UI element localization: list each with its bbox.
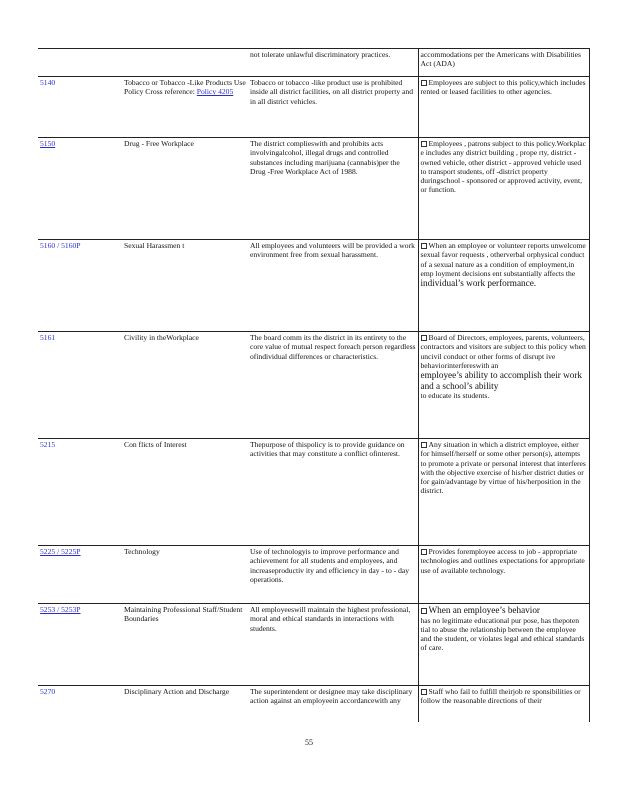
policy-scope-emphasis: individual’s work performance. <box>420 278 537 289</box>
policy-scope-cell: accommodations per the Americans with Disabilities Act (ADA) <box>418 49 589 77</box>
policy-description-cell: All employees and volunteers will be provided a work environment free from sexual harassment. <box>248 240 418 332</box>
policy-number-cell <box>38 240 122 332</box>
policy-scope-text: Board of Directors, employees, parents, volunteers, contractors and visitors are subject to this policy when uncivil conduct or other forms of disrupt ive behaviorinterfereswith an <box>420 333 586 370</box>
policy-title-cell: Con flicts of Interest <box>122 439 248 546</box>
policy-scope-cell <box>418 138 589 240</box>
policy-scope-cell <box>418 240 589 332</box>
policy-scope-cell <box>418 546 589 604</box>
policy-scope-cell <box>418 604 589 686</box>
checkbox-bullet-icon <box>421 243 427 249</box>
policy-number-cell <box>38 77 122 138</box>
policy-table <box>38 48 590 722</box>
policy-scope-cell <box>418 439 589 546</box>
policy-title-cell <box>122 77 248 138</box>
policy-description-cell: Use of technologyis to improve performance and achievement for all students and employees, and increaseproductiv ity and efficiency in day - to - day operations. <box>248 546 418 604</box>
policy-number-cell <box>38 332 122 439</box>
policy-number-cell <box>38 138 122 240</box>
policy-scope-text: Employees are subject to this policy,which includes rented or leased facilities to other agencies. <box>420 78 586 97</box>
policy-scope-text: When an employee or volunteer reports unwelcome sexual favor requests , otherverbal orphysical conduct of a sexual nature as a condition of employment,in emp loyment decisions ent substantially affects the <box>420 241 586 278</box>
policy-scope-cell <box>418 686 589 722</box>
policy-number-cell <box>38 546 122 604</box>
policy-description-cell: not tolerate unlawful discriminatory practices. <box>248 49 418 77</box>
policy-number-link[interactable]: 5150 <box>40 139 56 148</box>
policy-number-cell <box>38 439 122 546</box>
checkbox-bullet-icon <box>421 549 427 555</box>
policy-title-cell: Technology <box>122 546 248 604</box>
policy-title-cell: Sexual Harassmen t <box>122 240 248 332</box>
policy-number-link[interactable]: 5253 / 5253P <box>40 605 81 614</box>
policy-number: 5161 <box>40 333 56 342</box>
policy-number: 5215 <box>40 440 56 449</box>
policy-scope-text: has no legitimate educational pur pose, has thepoten tial to abuse the relationship between the employee and the student, or violates legal and ethical standards of care. <box>420 615 585 653</box>
policy-scope-emphasis: When an employee’s behavior <box>428 605 540 615</box>
policy-scope-cell <box>418 77 589 138</box>
table-row <box>38 686 589 722</box>
table-row <box>38 77 589 138</box>
checkbox-bullet-icon <box>421 442 427 448</box>
policy-scope-text: Staff who fail to fulfill theirjob re sponsibilities or follow the reasonable directions of their <box>420 687 581 706</box>
policy-link[interactable]: Policy 4205 <box>196 87 234 97</box>
policy-number-cell <box>38 604 122 686</box>
checkbox-bullet-icon <box>421 335 427 341</box>
policy-scope-cell <box>418 332 589 439</box>
checkbox-bullet-icon <box>421 141 427 147</box>
table-row <box>38 546 589 604</box>
policy-scope-emphasis: employee’s ability to accomplish their work and a school’s ability <box>420 370 583 391</box>
table-row <box>38 604 589 686</box>
policy-title-cell: Disciplinary Action and Discharge <box>122 686 248 722</box>
policy-title-cell: Maintaining Professional Staff/Student Boundaries <box>122 604 248 686</box>
policy-number: 5160 / 5160P <box>40 241 81 250</box>
table-row <box>38 332 589 439</box>
policy-description-cell: The district complieswith and prohibits acts involvingalcohol, illegal drugs and controlled substances including marijuana (cannabis)per the Drug -Free Workplace Act of 1988. <box>248 138 418 240</box>
table-row <box>38 138 589 240</box>
checkbox-bullet-icon <box>421 689 427 695</box>
policy-number-link[interactable]: 5225 / 5225P <box>40 547 81 556</box>
policy-title-cell: Civility in theWorkplace <box>122 332 248 439</box>
checkbox-bullet-icon <box>421 608 427 614</box>
policy-number: 5270 <box>40 687 56 696</box>
table-row <box>38 49 589 77</box>
policy-title-cell <box>122 49 248 77</box>
policy-scope-text: Provides foremployee access to job - appropriate technologies and outlines expectations for appropriate use of available technology. <box>420 547 585 575</box>
policy-number-cell <box>38 49 122 77</box>
policy-description-cell: Tobacco or tobacco -like product use is prohibited inside all district facilities, on all district property and in all district vehicles. <box>248 77 418 138</box>
table-row <box>38 240 589 332</box>
table-row <box>38 439 589 546</box>
policy-scope-tail: to educate its students. <box>420 391 490 401</box>
policy-description-cell: The superintendent or designee may take disciplinary action against an employeein accordancewith any <box>248 686 418 722</box>
checkbox-bullet-icon <box>421 80 427 86</box>
policy-number: 5140 <box>40 78 56 87</box>
policy-description-cell: Thepurpose of thispolicy is to provide guidance on activities that may constitute a conflict ofinterest. <box>248 439 418 546</box>
policy-scope-text: Any situation in which a district employee, either for himself/herself or some other person(s), attempts to promote a private or personal interest that interferes with the objective exercise of his/her district duties or for gain/advantage by virtue of his/herposition in the district. <box>420 440 586 496</box>
policy-description-cell: The board comm its the district in its entirety to the core value of mutual respect foreach person regardless ofindividual differences or characteristics. <box>248 332 418 439</box>
policy-description-cell: All employeeswill maintain the highest professional, moral and ethical standards in interactions with students. <box>248 604 418 686</box>
policy-title-cell: Drug - Free Workplace <box>122 138 248 240</box>
policy-scope-text: Employees , patrons subject to this policy.Workplac e includes any district building , prope rty, district - owned vehicle, other district - approved vehicle used to transport students, off -district property duringschool - sponsored or approved activity, event, or function. <box>420 139 586 195</box>
policy-title: Tobacco or Tobacco -Like Products Use Policy Cross reference: <box>124 78 246 97</box>
page-number: 55 <box>305 738 313 747</box>
policy-number-cell <box>38 686 122 722</box>
